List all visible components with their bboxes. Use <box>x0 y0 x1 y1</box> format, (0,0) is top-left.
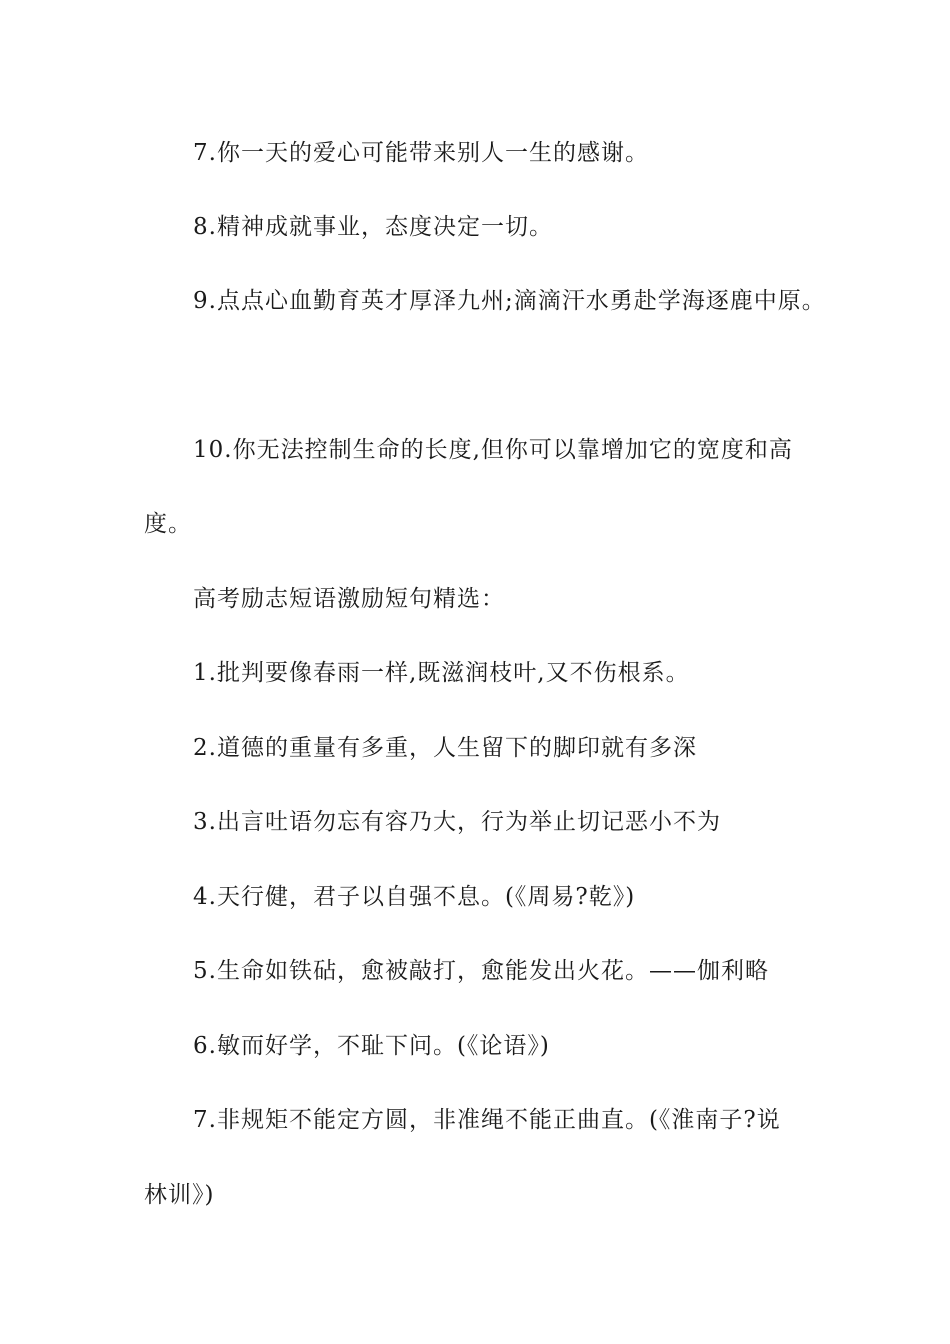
section-heading: 高考励志短语激励短句精选： <box>193 586 505 612</box>
quote-line-7b: 7.非规矩不能定方圆，非准绳不能正曲直。(《淮南子?说 <box>193 1107 781 1133</box>
quote-line-10: 10.你无法控制生命的长度,但你可以靠增加它的宽度和高 <box>193 437 793 463</box>
quote-line-7b-continued: 林训》) <box>144 1182 215 1208</box>
quote-line-1: 1.批判要像春雨一样,既滋润枝叶,又不伤根系。 <box>193 660 690 686</box>
quote-line-3: 3.出言吐语勿忘有容乃大，行为举止切记恶小不为 <box>193 809 721 835</box>
quote-line-7: 7.你一天的爱心可能带来别人一生的感谢。 <box>193 140 649 166</box>
quote-line-10-continued: 度。 <box>144 511 192 537</box>
quote-line-6: 6.敏而好学，不耻下问。(《论语》) <box>193 1033 550 1059</box>
quote-line-9: 9.点点心血勤育英才厚泽九州;滴滴汗水勇赴学海逐鹿中原。 <box>193 288 826 314</box>
quote-line-8: 8.精神成就事业，态度决定一切。 <box>193 214 553 240</box>
quote-line-5: 5.生命如铁砧，愈被敲打，愈能发出火花。——伽利略 <box>193 958 769 984</box>
quote-line-4: 4.天行健，君子以自强不息。(《周易?乾》) <box>193 884 636 910</box>
quote-line-2: 2.道德的重量有多重，人生留下的脚印就有多深 <box>193 735 697 761</box>
